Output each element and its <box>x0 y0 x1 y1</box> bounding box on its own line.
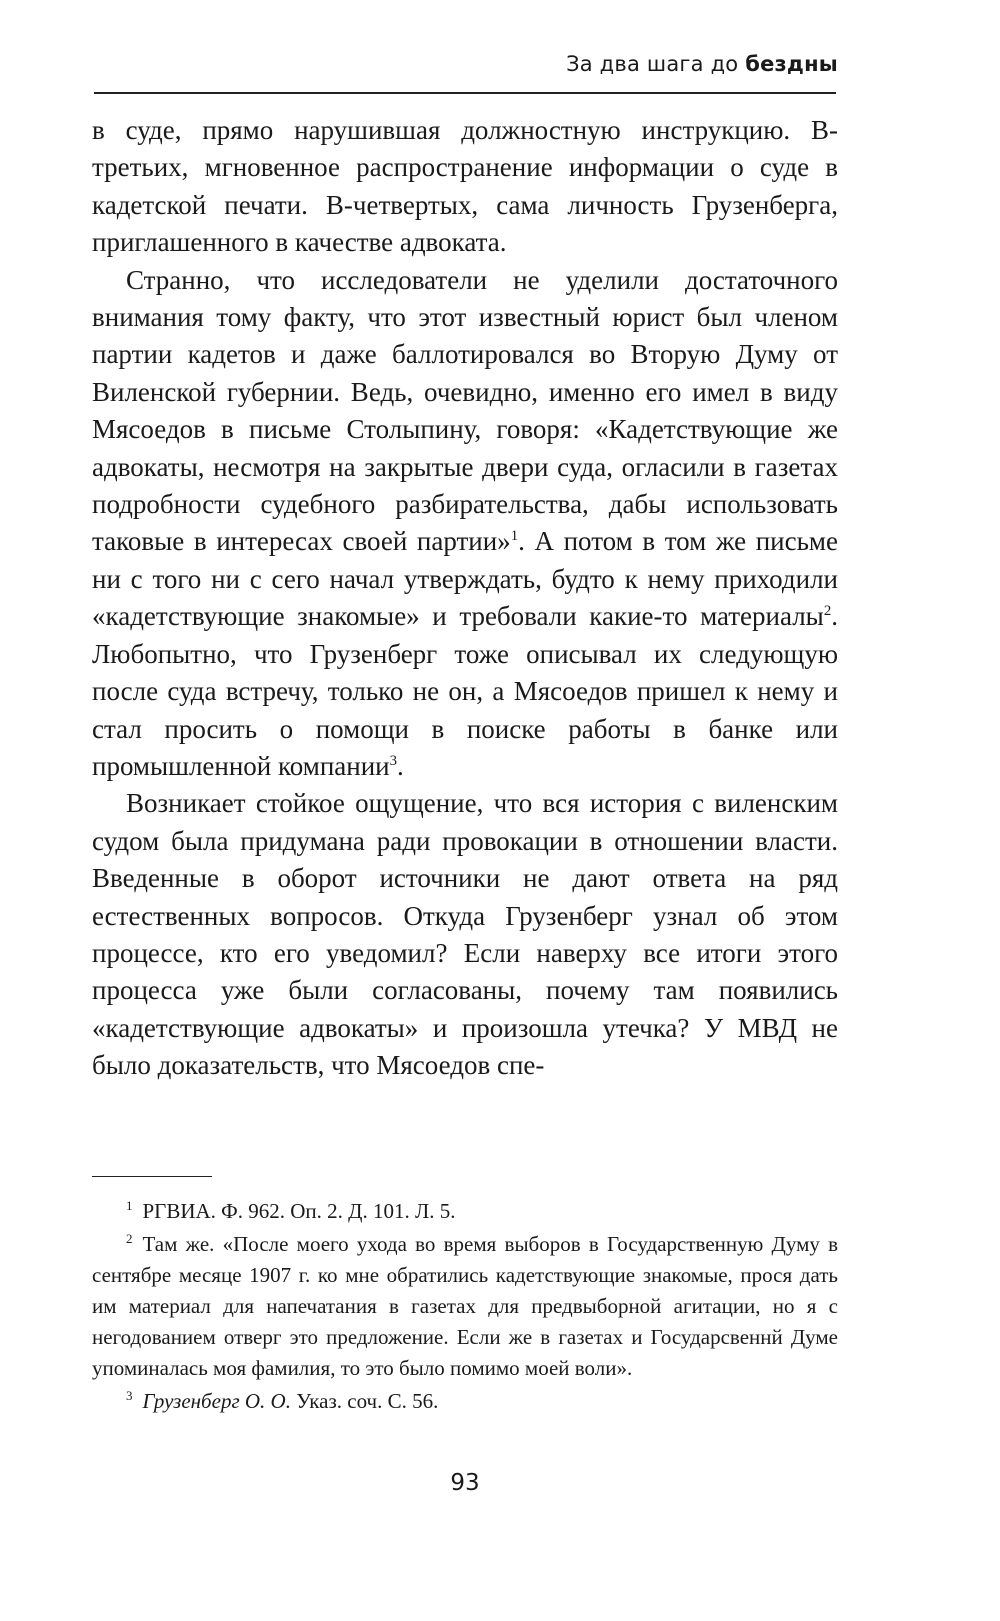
paragraph-1: в суде, прямо нарушившая должностную инструкцию. В-третьих, мгновенное распространение информации о суде в кадетской печати. В-четвертых, сама личность Грузенберга, приглашенного в качестве адвоката. <box>92 115 838 258</box>
footnote-separator <box>92 1176 212 1177</box>
running-head <box>566 52 838 76</box>
footnote-ref-3: 3 <box>389 752 398 769</box>
footnote-3-mark: 3 <box>126 1388 133 1403</box>
page-number: 93 <box>450 1470 480 1496</box>
running-head-emphasis: бездны <box>745 52 838 76</box>
main-text <box>92 112 838 1085</box>
footnote-1 <box>92 1196 838 1227</box>
footnote-3-author: Грузенберг О. О. <box>142 1389 291 1413</box>
footnote-2 <box>92 1229 838 1384</box>
paragraph-2 <box>92 262 838 786</box>
footnote-3-text: Указ. соч. С. 56. <box>290 1389 439 1413</box>
footnote-1-text: РГВИА. Ф. 962. Оп. 2. Д. 101. Л. 5. <box>142 1199 456 1223</box>
footnotes <box>92 1196 838 1419</box>
paragraph-3: Возникает стойкое ощущение, что вся история с виленским судом была придумана ради провокации в отношении власти. Введенные в оборот источники не дают ответа на ряд естественных вопросов. Откуда Грузенберг узнал об этом процессе, кто его уведомил? Если наверху все итоги этого процесса уже были согласованы, почему там появились «кадетствующие адвокаты» и произошла утечка? У МВД не было доказательств, что Мясоедов спе- <box>92 788 838 1081</box>
paragraph-2-part-c: . Любопытно, что Грузенберг тоже описывал их следующую после суда встречу, только не он, а Мясоедов пришел к нему и стал просить о помощи в поиске работы в банке или промышленной компании <box>92 601 838 781</box>
footnote-2-mark: 2 <box>126 1231 133 1246</box>
footnote-1-mark: 1 <box>126 1198 133 1213</box>
paragraph-2-part-d: . <box>397 750 404 781</box>
footnote-ref-2: 2 <box>823 603 832 620</box>
header-rule <box>94 92 836 94</box>
footnote-2-text: Там же. «После моего ухода во время выборов в Государственную Думу в сентябре месяце 1907 г. ко мне обратились кадетствующие знакомые, прося дать им материал для напечатания в газетах для предвыборной агитации, но я с негодованием отверг это предложение. Если же в газетах и Государсвеннй Думе упоминалась моя фамилия, то это было помимо моей воли». <box>92 1232 838 1380</box>
paragraph-2-part-b: . А потом в том же письме ни с того ни с сего начал утверждать, будто к нему приходили «кадетствующие знакомые» и требовали какие-то материалы <box>92 526 839 632</box>
paragraph-2-part-a: Странно, что исследователи не уделили достаточного внимания тому факту, что этот известный юрист был членом партии кадетов и даже баллотировался во Вторую Думу от Виленской губернии. Ведь, очевидно, именно его имел в виду Мясоедов в письме Столыпину, говоря: «Кадетствующие же адвокаты, несмотря на закрытые двери суда, огласили в газетах подробности судебного разбирательства, дабы использовать таковые в интересах своей партии» <box>92 264 838 557</box>
running-head-prefix: За два шага до <box>566 52 746 76</box>
footnote-ref-1: 1 <box>510 528 519 545</box>
footnote-3 <box>92 1386 838 1417</box>
